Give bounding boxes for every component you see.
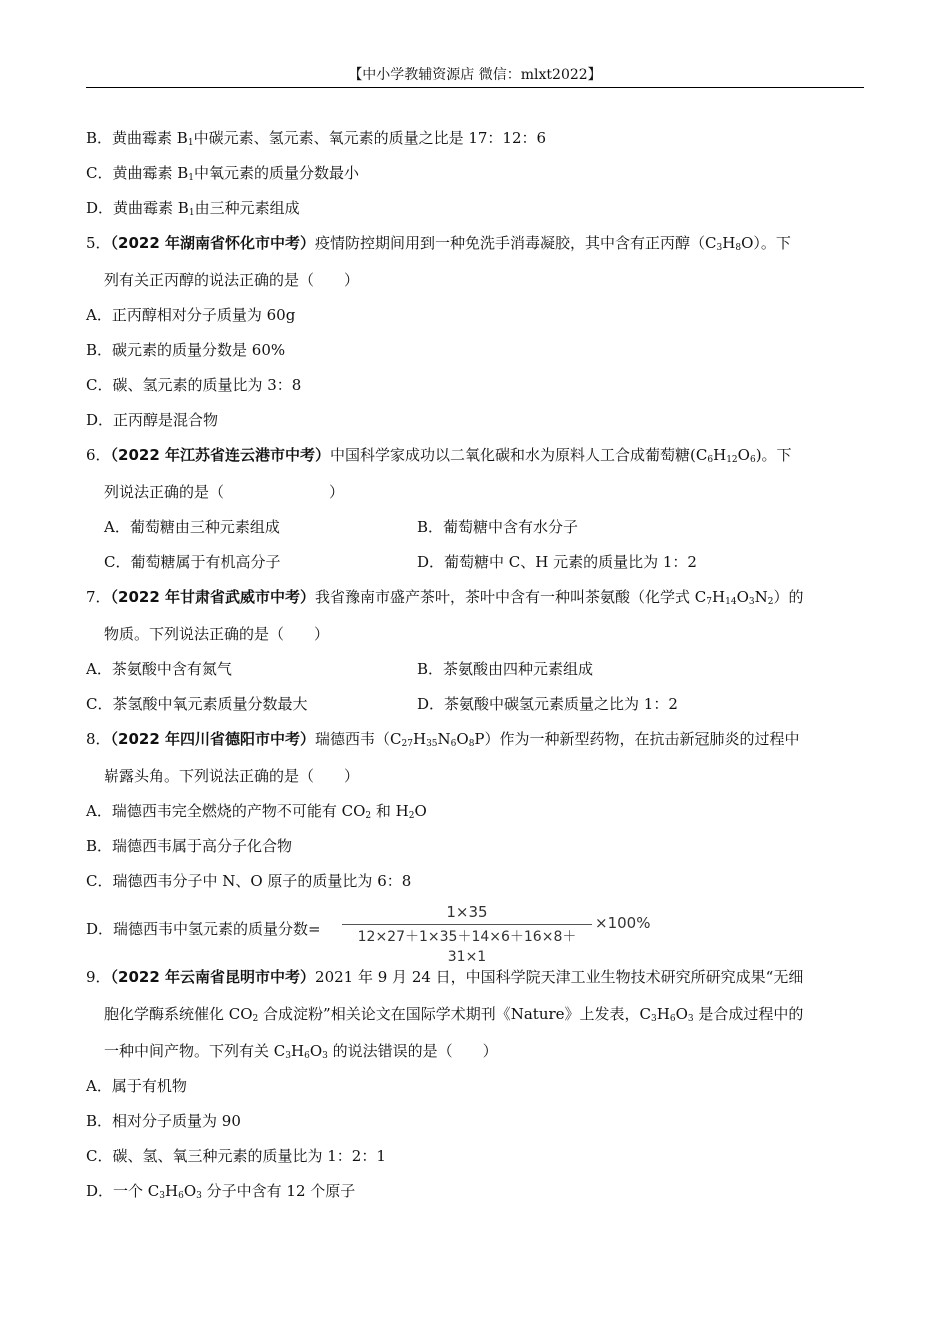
q8-option-d: D．瑞德西韦中氢元素的质量分数= [86,920,321,938]
q9-option-c: C．碳、氢、氧三种元素的质量比为 1：2：1 [86,1147,386,1165]
q7-option-c: C．茶氢酸中氧元素质量分数最大 [86,695,308,713]
q6-option-c: C．葡萄糖属于有机高分子 [104,553,281,571]
q8-stem-line1: 8．（2022 年四川省德阳市中考）瑞德西韦$(C_{27}H_{35}N_6O_8P)$作为一种新型药物，在抗击新冠肺炎的过程中 [86,730,800,749]
q9-option-d: D．一个 $C_3H_6O_3$ 分子中含有 12 个原子 [86,1182,356,1201]
q5-option-c: C．碳、氢元素的质量比为 3：8 [86,376,302,394]
q6-stem-line1: 6．（2022 年江苏省连云港市中考）中国科学家成功以二氧化碳和水为原料人工合成葡萄糖$(C_6H_{12}O_6)$。下 [86,446,792,465]
q5-stem-line1: 5．（2022 年湖南省怀化市中考）疫情防控期间用到一种免洗手消毒凝胶，其中含有正丙醇$(C_3H_8O)$。下 [86,234,791,253]
q9-stem-line3: 一种中间产物。下列有关 $C_3H_6O_3$ 的说法错误的是（ ） [104,1042,498,1061]
q5-stem-line2: 列有关正丙醇的说法正确的是（ ） [104,271,360,289]
q7-option-a: A．茶氨酸中含有氮气 [86,660,232,678]
q6-option-d: D．葡萄糖中 C、H 元素的质量比为 1：2 [417,553,697,571]
q5-option-b: B．碳元素的质量分数是 60% [86,341,286,359]
q9-option-b: B．相对分子质量为 90 [86,1112,241,1130]
fraction-suffix: ×100% [595,914,651,932]
q4-option-b: B．黄曲霉素 $B_1$中碳元素、氢元素、氧元素的质量之比是 17：12：6 [86,129,547,148]
fraction-bar [342,924,592,925]
q8-option-c: C．瑞德西韦分子中 N、O 原子的质量比为 6：8 [86,872,412,890]
q9-stem-line2: 胞化学酶系统催化 $CO_2$ 合成淀粉”相关论文在国际学术期刊《Nature》上发表，$C_3H_6O_3$ 是合成过程中的 [104,1005,804,1024]
q7-stem-line2: 物质。下列说法正确的是（ ） [104,625,330,643]
q5-option-d: D．正丙醇是混合物 [86,411,219,429]
q8-option-b: B．瑞德西韦属于高分子化合物 [86,837,293,855]
q7-option-b: B．茶氨酸由四种元素组成 [417,660,594,678]
q8-stem-line2: 崭露头角。下列说法正确的是（ ） [104,767,360,785]
fraction-denominator: 12×27＋1×35＋14×6＋16×8＋31×1 [357,929,577,965]
fraction-numerator: 1×35 [446,903,488,921]
mass-fraction-formula [342,902,592,965]
page-header: 【中小学教辅资源店 微信：mlxt2022】 [348,67,602,83]
q6-stem-line2: 列说法正确的是（ ） [104,483,345,501]
q8-option-a: A．瑞德西韦完全燃烧的产物不可能有 $CO_2$ 和 $H_2O$ [86,802,427,821]
q4-option-c: C．黄曲霉素 $B_1$中氧元素的质量分数最小 [86,164,360,183]
q9-option-a: A．属于有机物 [86,1077,187,1095]
q7-option-d: D．茶氨酸中碳氢元素质量之比为 1：2 [417,695,678,713]
q7-stem-line1: 7．（2022 年甘肃省武威市中考）我省豫南市盛产茶叶，茶叶中含有一种叫茶氨酸（化学式 $C_7H_{14}O_3N_2$）的 [86,588,804,607]
q5-option-a: A．正丙醇相对分子质量为 60g [86,306,296,324]
q6-option-a: A．葡萄糖由三种元素组成 [104,518,280,536]
header-rule [86,87,864,88]
q9-stem-line1: 9．（2022 年云南省昆明市中考）2021 年 9 月 24 日，中国科学院天津工业生物技术研究所研究成果“无细 [86,968,804,986]
q6-option-b: B．葡萄糖中含有水分子 [417,518,579,536]
q4-option-d: D．黄曲霉素 $B_1$由三种元素组成 [86,199,300,218]
